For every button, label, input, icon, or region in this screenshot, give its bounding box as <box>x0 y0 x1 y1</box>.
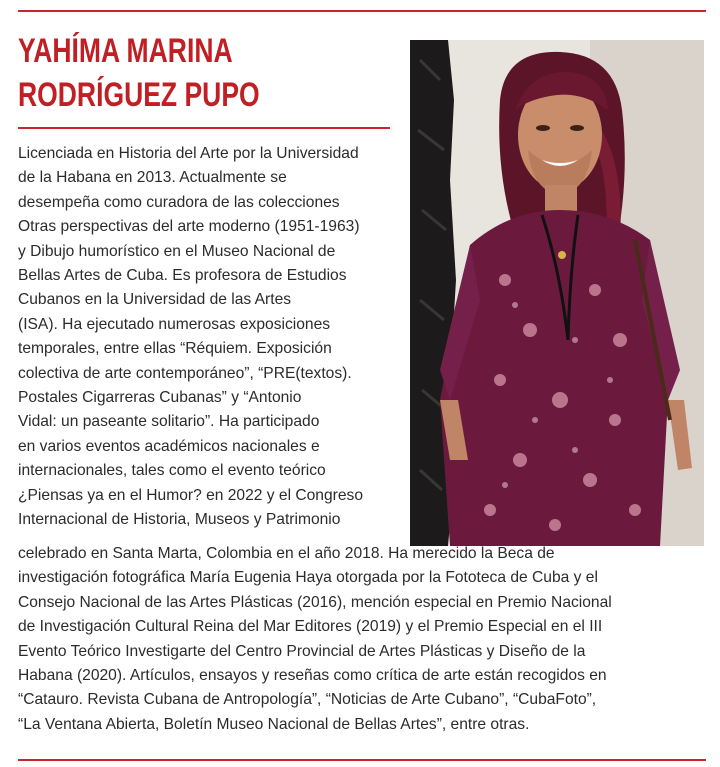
bio-line: y Dibujo humorístico en el Museo Nacional de <box>18 242 336 260</box>
top-divider <box>18 10 706 12</box>
bio-line: Bellas Artes de Cuba. Es profesora de Estudios <box>18 267 347 284</box>
bio-line: (ISA). Ha ejecutado numerosas exposiciones <box>18 315 331 333</box>
bio-line: Cubanos en la Universidad de las Artes <box>18 291 292 309</box>
bio-line: internacionales, tales como el evento teórico <box>18 462 326 480</box>
bio-line: Postales Cigarreras Cubanas” y “Antonio <box>18 389 302 406</box>
bio-line: “Catauro. Revista Cubana de Antropología”, “Noticias de Arte Cubano”, “CubaFoto”, <box>18 691 597 709</box>
bio-line: Vidal: un paseante solitario”. Ha participado <box>18 413 320 431</box>
bio-line: Habana (2020). Artículos, ensayos y reseñas como crítica de arte están recogidos en <box>18 667 607 684</box>
bio-line: en varios eventos académicos nacionales e <box>18 437 320 455</box>
bio-line: de la Habana en 2013. Actualmente se <box>18 169 287 187</box>
portrait-photo <box>410 40 704 546</box>
bio-line: ¿Piensas ya en el Humor? en 2022 y el Congreso <box>18 486 363 504</box>
bio-line: celebrado en Santa Marta, Colombia en el año 2018. Ha merecido la Beca de <box>18 545 555 562</box>
bio-line: Consejo Nacional de las Artes Plásticas (2016), mención especial en Premio Nacional <box>18 593 612 611</box>
profile-name-line-1: YAHÍMA MARINA <box>18 32 233 70</box>
profile-name-line-2: RODRÍGUEZ PUPO <box>18 76 260 114</box>
bio-line: Otras perspectivas del arte moderno (1951-1963) <box>18 218 360 236</box>
bio-line: investigación fotográfica María Eugenia Haya otorgada por la Fototeca de Cuba y el <box>18 569 598 587</box>
bio-line: colectiva de arte contemporáneo”, “PRE(textos). <box>18 364 352 382</box>
bottom-divider <box>18 759 706 761</box>
bio-line: de Investigación Cultural Reina del Mar Editores (2019) y el Premio Especial en el III <box>18 618 603 636</box>
bio-line: “La Ventana Abierta, Boletín Museo Nacional de Bellas Artes”, entre otras. <box>18 715 530 733</box>
title-underline <box>18 127 390 129</box>
bio-line: Internacional de Historia, Museos y Patrimonio <box>18 511 341 528</box>
bio-line: Licenciada en Historia del Arte por la Universidad <box>18 145 359 162</box>
bio-line: desempeña como curadora de las colecciones <box>18 193 340 211</box>
bio-line: Evento Teórico Investigarte del Centro Provincial de Artes Plásticas y Diseño de la <box>18 642 586 660</box>
bio-line: temporales, entre ellas “Réquiem. Exposición <box>18 340 332 358</box>
